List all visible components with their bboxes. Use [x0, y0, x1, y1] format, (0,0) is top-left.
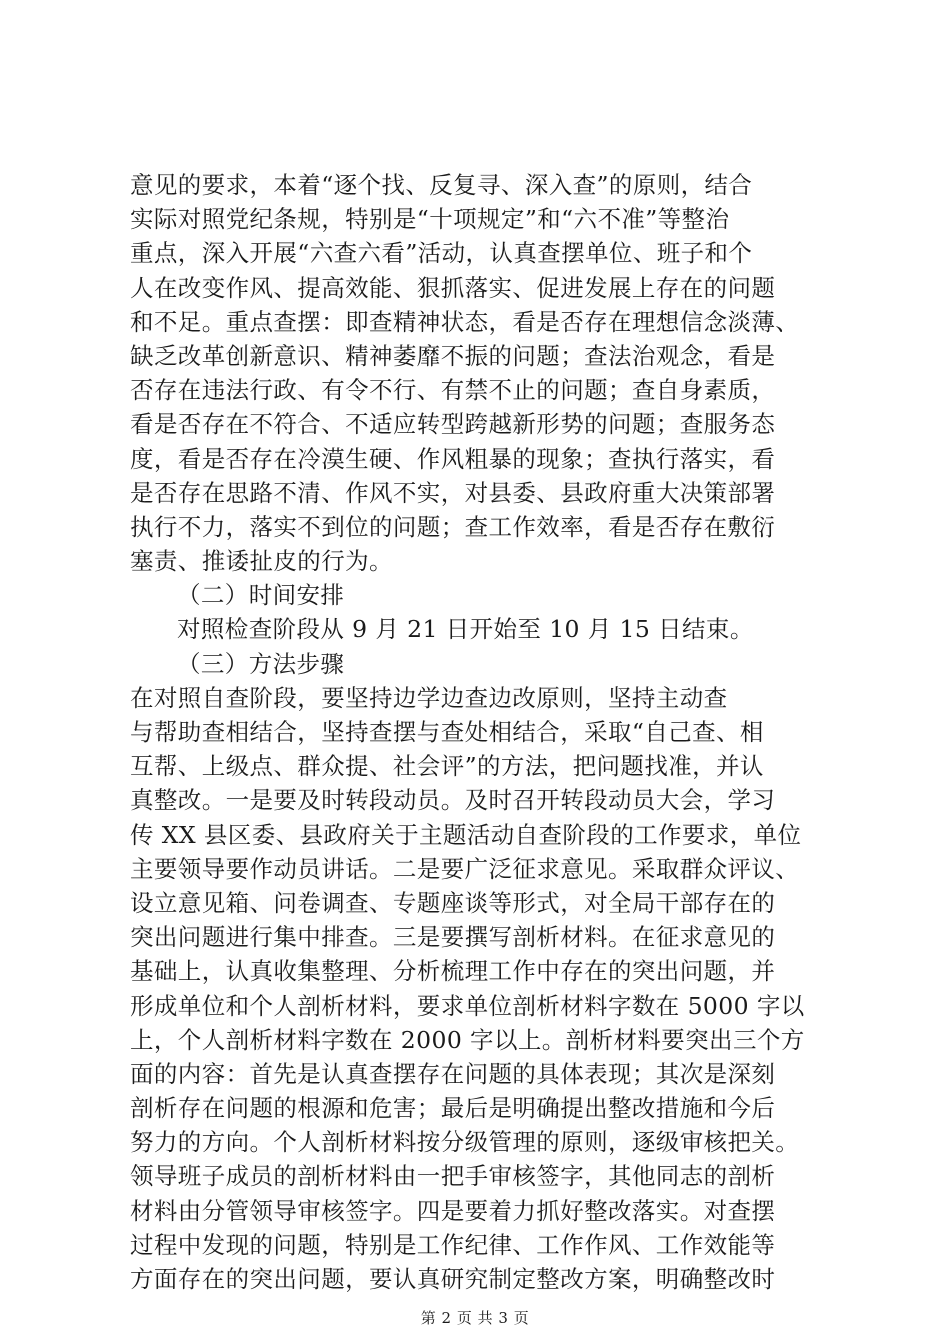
text-line: 传 XX 县区委、县政府关于主题活动自查阶段的工作要求，单位 — [130, 820, 802, 849]
text-line: 在对照自查阶段，要坚持边学边查边改原则，坚持主动查 — [130, 683, 728, 712]
text-line: 执行不力，落实不到位的问题；查工作效率，看是否存在敷衍 — [130, 512, 776, 541]
text-line: 方面存在的突出问题，要认真研究制定整改方案，明确整改时 — [130, 1265, 776, 1293]
document-body — [130, 168, 850, 1296]
text-line: 基础上，认真收集整理、分析梳理工作中存在的突出问题，并 — [130, 957, 776, 986]
section-heading: （二）时间安排 — [177, 581, 345, 610]
text-line: 是否存在思路不清、作风不实，对县委、县政府重大决策部署 — [130, 478, 776, 507]
text-line: 真整改。一是要及时转段动员。及时召开转段动员大会，学习 — [130, 786, 776, 815]
text-line: 面的内容：首先是认真查摆存在问题的具体表现；其次是深刻 — [130, 1059, 776, 1088]
text-line: 看是否存在不符合、不适应转型跨越新形势的问题；查服务态 — [130, 410, 776, 439]
text-line: 人在改变作风、提高效能、狠抓落实、促进发展上存在的问题 — [130, 273, 776, 302]
page-footer: 第 2 页 共 3 页 — [420, 1309, 530, 1327]
text-line: 缺乏改革创新意识、精神萎靡不振的问题；查法治观念，看是 — [130, 341, 776, 370]
text-line: 对照检查阶段从 9 月 21 日开始至 10 月 15 日结束。 — [177, 615, 754, 644]
text-line: 剖析存在问题的根源和危害；最后是明确提出整改措施和今后 — [130, 1094, 776, 1123]
text-line: 和不足。重点查摆：即查精神状态，看是否存在理想信念淡薄、 — [130, 307, 800, 336]
text-line: 重点，深入开展“六查六看”活动，认真查摆单位、班子和个 — [130, 239, 753, 268]
text-line: 否存在违法行政、有令不行、有禁不止的问题；查自身素质， — [130, 376, 776, 405]
text-line: 塞责、推诿扯皮的行为。 — [130, 547, 393, 576]
text-line: 与帮助查相结合，坚持查摆与查处相结合，采取“自己查、相 — [130, 718, 764, 746]
text-line: 主要领导要作动员讲话。二是要广泛征求意见。采取群众评议、 — [130, 854, 800, 883]
text-line: 突出问题进行集中排查。三是要撰写剖析材料。在征求意见的 — [130, 923, 776, 952]
text-line: 意见的要求，本着“逐个找、反复寻、深入查”的原则，结合 — [130, 171, 753, 199]
text-line: 实际对照党纪条规，特别是“十项规定”和“六不准”等整治 — [130, 205, 730, 234]
text-line: 设立意见箱、问卷调查、专题座谈等形式，对全局干部存在的 — [130, 888, 776, 917]
text-line: 度，看是否存在冷漠生硬、作风粗暴的现象；查执行落实，看 — [130, 444, 776, 473]
text-line: 上，个人剖析材料字数在 2000 字以上。剖析材料要突出三个方 — [130, 1025, 805, 1054]
text-line: 材料由分管领导审核签字。四是要着力抓好整改落实。对查摆 — [130, 1196, 776, 1225]
section-heading: （三）方法步骤 — [177, 649, 345, 678]
text-line: 过程中发现的问题，特别是工作纪律、工作作风、工作效能等 — [130, 1230, 776, 1259]
text-line: 形成单位和个人剖析材料，要求单位剖析材料字数在 5000 字以 — [130, 991, 805, 1020]
text-line: 互帮、上级点、群众提、社会评”的方法，把问题找准，并认 — [130, 752, 764, 781]
text-line: 领导班子成员的剖析材料由一把手审核签字，其他同志的剖析 — [130, 1162, 776, 1191]
text-line: 努力的方向。个人剖析材料按分级管理的原则，逐级审核把关。 — [130, 1128, 800, 1157]
